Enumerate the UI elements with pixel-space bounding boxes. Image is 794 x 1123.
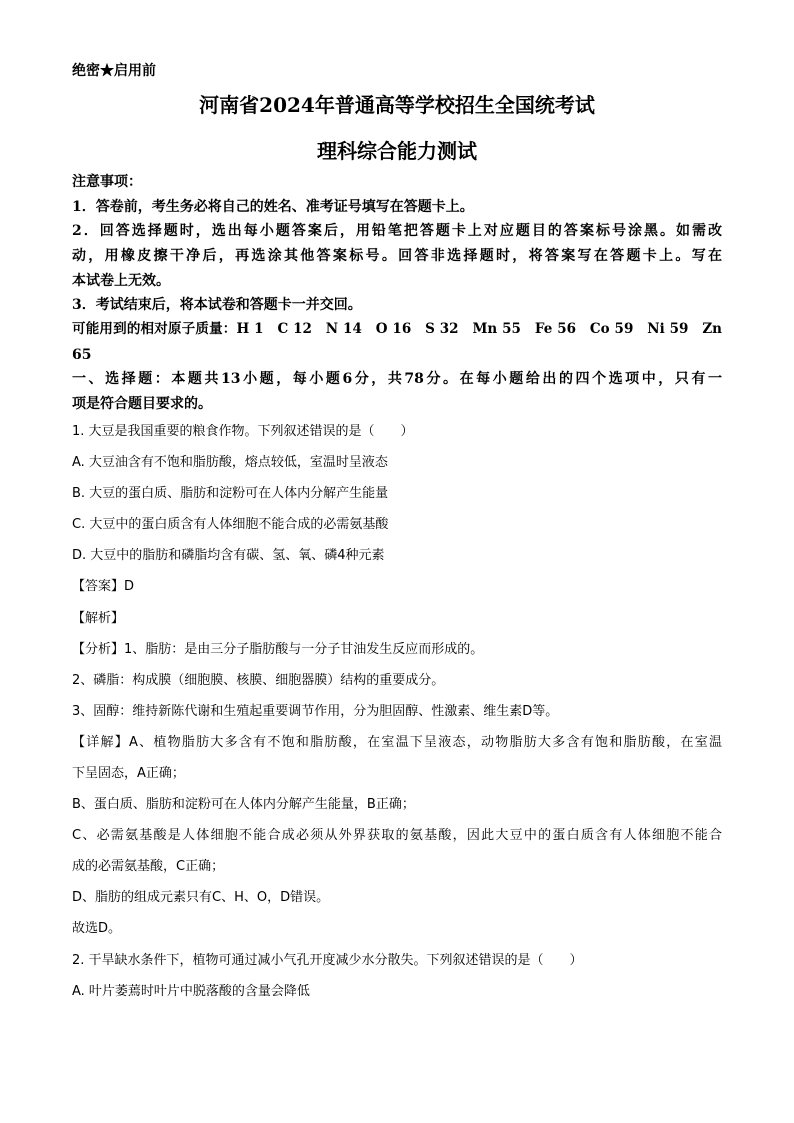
notes-item-2-line-3: 本试卷上无效。 xyxy=(72,273,170,289)
q1-choose: 故选D。 xyxy=(72,921,122,936)
q1-detail-c-line-2: 成的必需氨基酸，C正确； xyxy=(72,859,225,874)
section-heading-line-2: 项是符合题目要求的。 xyxy=(72,396,212,412)
q1-detail-a-line-1: 【详解】A、植物脂肪大多含有不饱和脂肪酸，在室温下呈液态，动物脂肪大多含有饱和脂肪酸，在室温 xyxy=(72,735,722,750)
notes-item-3: 3．考试结束后，将本试卷和答题卡一并交回。 xyxy=(72,297,362,313)
q1-fenxi-2: 2、磷脂：构成膜（细胞膜、核膜、细胞器膜）结构的重要成分。 xyxy=(72,673,445,688)
q2-option-a: A. 叶片萎蔫时叶片中脱落酸的含量会降低 xyxy=(72,984,310,999)
q1-option-b: B. 大豆的蛋白质、脂肪和淀粉可在人体内分解产生能量 xyxy=(72,486,389,501)
q1-fenxi-3: 3、固醇：维持新陈代谢和生殖起重要调节作用，分为胆固醇、性激素、维生素D等。 xyxy=(72,704,559,719)
q1-option-d: D. 大豆中的脂肪和磷脂均含有碳、氢、氧、磷4种元素 xyxy=(72,548,385,563)
q1-fenxi-1: 【分析】1、脂肪：是由三分子脂肪酸与一分子甘油发生反应而形成的。 xyxy=(72,642,484,657)
q1-detail-a-line-2: 下呈固态，A正确； xyxy=(72,766,185,781)
notes-item-2-line-1: 2．回答选择题时，选出每小题答案后，用铅笔把答题卡上对应题目的答案标号涂黑。如需改 xyxy=(72,223,722,239)
q1-detail-b: B、蛋白质、脂肪和淀粉可在人体内分解产生能量，B正确； xyxy=(72,797,415,812)
atomic-mass-line-1: 可能用到的相对原子质量：H 1 C 12 N 14 O 16 S 32 Mn 55 Fe 56 Co 59 Ni 59 Zn xyxy=(72,321,722,337)
q1-detail-c-line-1: C、必需氨基酸是人体细胞不能合成必须从外界获取的氨基酸，因此大豆中的蛋白质含有人体细胞不能合 xyxy=(72,828,722,843)
q1-detail-d: D、脂肪的组成元素只有C、H、O，D错误。 xyxy=(72,890,330,905)
q1-stem: 1. 大豆是我国重要的粮食作物。下列叙述错误的是（ ） xyxy=(72,424,414,439)
q1-analysis-heading: 【解析】 xyxy=(72,611,125,626)
atomic-mass-line-2: 65 xyxy=(72,347,92,363)
exam-title: 河南省2024年普通高等学校招生全国统考试 xyxy=(199,93,595,117)
q1-option-c: C. 大豆中的蛋白质含有人体细胞不能合成的必需氨基酸 xyxy=(72,517,389,532)
secret-label: 绝密★启用前 xyxy=(72,63,156,79)
exam-subtitle: 理科综合能力测试 xyxy=(317,139,477,163)
section-heading-line-1: 一、选择题：本题共13小题，每小题6分，共78分。在每小题给出的四个选项中，只有一 xyxy=(72,371,722,387)
q2-stem: 2. 干旱缺水条件下，植物可通过减小气孔开度减少水分散失。下列叙述错误的是（ ） xyxy=(72,953,583,968)
notes-heading: 注意事项： xyxy=(72,174,142,190)
notes-item-2-line-2: 动，用橡皮擦干净后，再选涂其他答案标号。回答非选择题时，将答案写在答题卡上。写在 xyxy=(72,248,722,264)
q1-option-a: A. 大豆油含有不饱和脂肪酸，熔点较低，室温时呈液态 xyxy=(72,455,388,470)
q1-answer: 【答案】D xyxy=(72,579,135,594)
notes-item-1: 1．答卷前，考生务必将自己的姓名、准考证号填写在答题卡上。 xyxy=(72,199,474,215)
